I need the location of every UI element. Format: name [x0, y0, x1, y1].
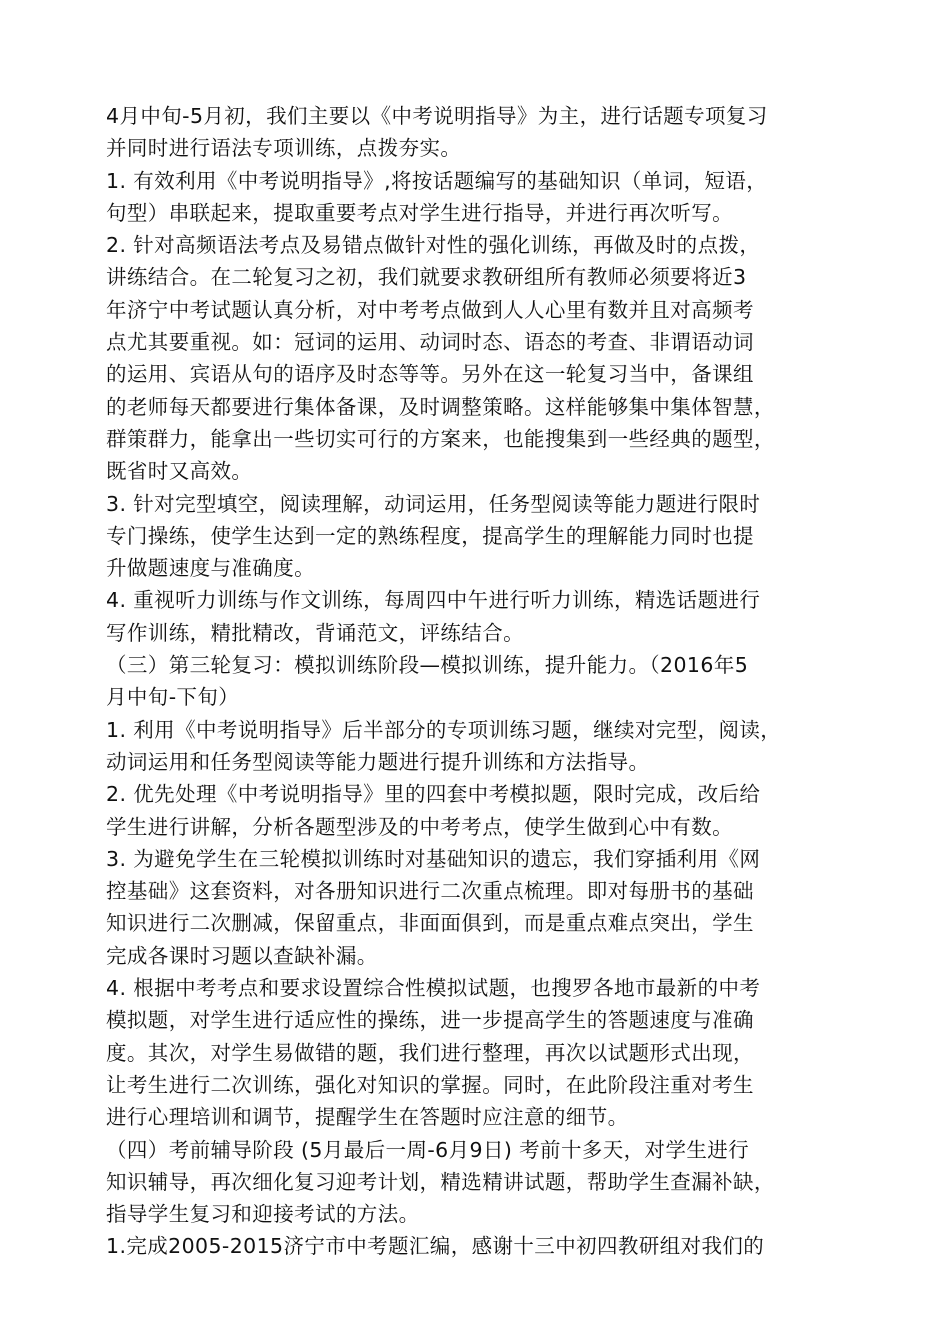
- text-line: 1. 利用《中考说明指导》后半部分的专项训练习题，继续对完型，阅读，: [106, 717, 782, 742]
- text-line: 度。其次，对学生易做错的题，我们进行整理，再次以试题形式出现，: [106, 1040, 754, 1065]
- text-line: 学生进行讲解，分析各题型涉及的中考考点，使学生做到心中有数。: [106, 814, 733, 839]
- text-line: 的运用、宾语从句的语序及时态等等。另外在这一轮复习当中，备课组: [106, 362, 754, 387]
- text-line: 月中旬-下旬）: [106, 685, 240, 710]
- text-line: 3. 针对完型填空，阅读理解，动词运用，任务型阅读等能力题进行限时: [106, 491, 761, 516]
- text-line: 群策群力，能拿出一些切实可行的方案来，也能搜集到一些经典的题型，: [106, 426, 775, 451]
- text-line: 年济宁中考试题认真分析，对中考考点做到人人心里有数并且对高频考: [106, 297, 754, 322]
- text-line: 1. 有效利用《中考说明指导》,将按话题编写的基础知识（单词，短语，: [106, 168, 768, 193]
- text-line: 进行心理培训和调节，提醒学生在答题时应注意的细节。: [106, 1105, 629, 1130]
- text-line: 专门操练，使学生达到一定的熟练程度，提高学生的理解能力同时也提: [106, 523, 754, 548]
- text-line: 2. 针对高频语法考点及易错点做针对性的强化训练，再做及时的点拨，: [106, 233, 761, 258]
- text-line: 的老师每天都要进行集体备课，及时调整策略。这样能够集中集体智慧，: [106, 394, 775, 419]
- text-line: 既省时又高效。: [106, 459, 253, 484]
- text-line: 知识进行二次删减，保留重点，非面面俱到，而是重点难点突出，学生: [106, 911, 754, 936]
- text-line: 写作训练，精批精改，背诵范文，评练结合。: [106, 620, 524, 645]
- text-line: 4. 根据中考考点和要求设置综合性模拟试题，也搜罗各地市最新的中考: [106, 976, 761, 1001]
- text-line: 模拟题，对学生进行适应性的操练，进一步提高学生的答题速度与准确: [106, 1008, 754, 1033]
- text-line: 句型）串联起来，提取重要考点对学生进行指导，并进行再次听写。: [106, 200, 733, 225]
- text-line: 升做题速度与准确度。: [106, 556, 315, 581]
- text-line: 指导学生复习和迎接考试的方法。: [106, 1202, 420, 1227]
- text-line: 点尤其要重视。如：冠词的运用、动词时态、语态的考查、非谓语动词: [106, 330, 754, 355]
- text-line: 3. 为避免学生在三轮模拟训练时对基础知识的遗忘，我们穿插利用《网: [106, 846, 761, 871]
- text-line: 控基础》这套资料，对各册知识进行二次重点梳理。即对每册书的基础: [106, 879, 754, 904]
- text-line: 并同时进行语法专项训练，点拨夯实。: [106, 136, 462, 161]
- text-line: 4. 重视听力训练与作文训练，每周四中午进行听力训练，精选话题进行: [106, 588, 761, 613]
- text-line: 让考生进行二次训练，强化对知识的掌握。同时，在此阶段注重对考生: [106, 1072, 754, 1097]
- document-body: [106, 100, 866, 1263]
- text-line: 1.完成2005-2015济宁市中考题汇编，感谢十三中初四教研组对我们的: [106, 1234, 765, 1259]
- text-line: 完成各课时习题以查缺补漏。: [106, 943, 378, 968]
- text-line: 知识辅导，再次细化复习迎考计划，精选精讲试题，帮助学生查漏补缺，: [106, 1169, 775, 1194]
- text-line: 2. 优先处理《中考说明指导》里的四套中考模拟题，限时完成，改后给: [106, 782, 761, 807]
- text-line: 讲练结合。在二轮复习之初，我们就要求教研组所有教师必须要将近3: [106, 265, 747, 290]
- text-line: （四）考前辅导阶段 (5月最后一周-6月9日) 考前十多天，对学生进行: [106, 1137, 750, 1162]
- text-line: 4月中旬-5月初，我们主要以《中考说明指导》为主，进行话题专项复习: [106, 104, 768, 128]
- text-line: 动词运用和任务型阅读等能力题进行提升训练和方法指导。: [106, 749, 650, 774]
- text-line: （三）第三轮复习：模拟训练阶段—模拟训练，提升能力。（2016年5: [106, 653, 749, 678]
